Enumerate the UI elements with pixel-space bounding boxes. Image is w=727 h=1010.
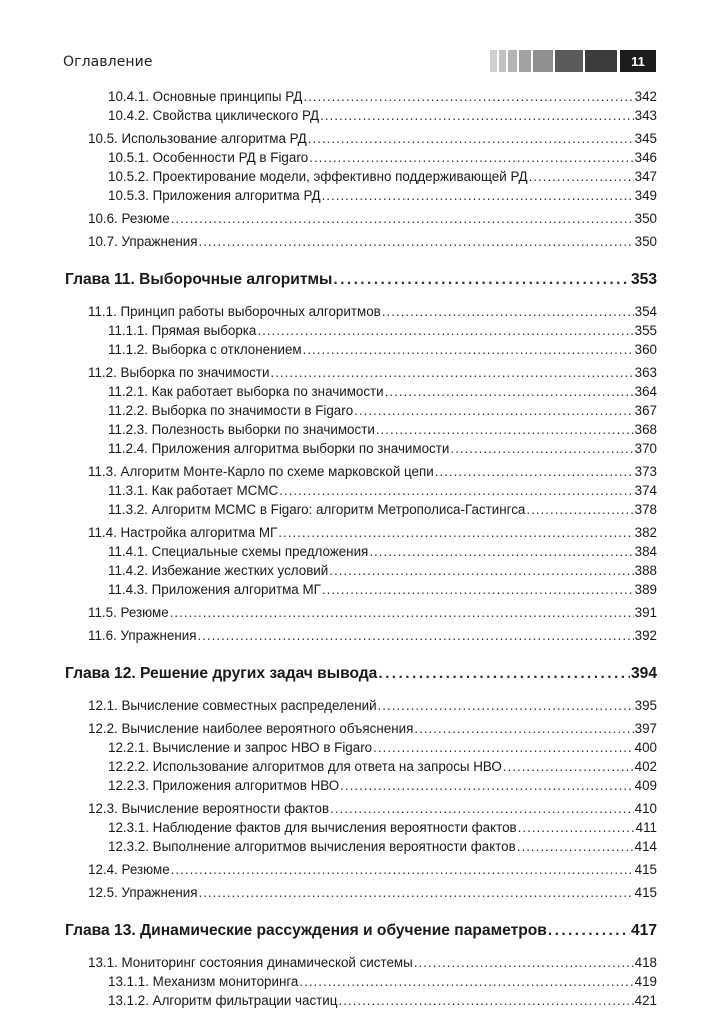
dot-leader [382, 302, 634, 321]
dot-leader [333, 268, 630, 292]
entry-page-number: 397 [634, 721, 657, 736]
spacer [65, 943, 657, 953]
section-tabs-decoration [488, 50, 656, 72]
dot-leader [414, 953, 634, 972]
entry-page-number: 343 [634, 108, 657, 123]
entry-page-number: 415 [634, 885, 657, 900]
toc-subsection-entry[interactable] [65, 991, 657, 1010]
spacer [65, 902, 657, 919]
entry-title: 11.2.1. Как работает выборка по значимости [108, 384, 384, 399]
gradient-block [555, 50, 583, 72]
toc-section-entry[interactable] [65, 719, 657, 738]
entry-page-number: 355 [634, 323, 657, 338]
dot-leader [270, 363, 633, 382]
entry-title: 10.4.1. Основные принципы РД [108, 89, 303, 104]
toc-subsection-entry[interactable] [65, 500, 657, 519]
entry-page-number: 353 [630, 271, 657, 288]
entry-title: 11.4.2. Избежание жестких условий [108, 563, 329, 578]
entry-page-number: 373 [634, 464, 657, 479]
dot-leader [385, 382, 634, 401]
entry-page-number: 342 [634, 89, 657, 104]
dot-leader [303, 340, 634, 359]
dot-leader [378, 662, 630, 686]
entry-page-number: 411 [635, 820, 657, 835]
entry-page-number: 388 [634, 563, 657, 578]
entry-title: 12.2.2. Использование алгоритмов для ответа на запросы НВО [108, 759, 502, 774]
dot-leader [529, 167, 634, 186]
toc-section-entry[interactable] [65, 626, 657, 645]
entry-title: 10.5. Использование алгоритма РД [88, 131, 307, 146]
dot-leader [171, 860, 634, 879]
dot-leader [279, 481, 634, 500]
dot-leader [322, 580, 634, 599]
entry-title: 10.5.1. Особенности РД в Figaro [108, 150, 309, 165]
dot-leader [278, 523, 633, 542]
gradient-block [585, 50, 617, 72]
gradient-block [519, 50, 531, 72]
toc-chapter-entry[interactable] [65, 662, 657, 686]
entry-title: 11.2. Выборка по значимости [88, 365, 270, 380]
toc-subsection-entry[interactable] [65, 561, 657, 580]
dot-leader [322, 186, 634, 205]
entry-page-number: 410 [634, 801, 657, 816]
entry-page-number: 409 [634, 778, 657, 793]
dot-leader [198, 232, 633, 251]
toc-subsection-entry[interactable] [65, 420, 657, 439]
toc-section-entry[interactable] [65, 209, 657, 228]
entry-title: 11.2.4. Приложения алгоритма выборки по значимости [108, 441, 450, 456]
toc-subsection-entry[interactable] [65, 87, 657, 106]
entry-title: 12.2. Вычисление наиболее вероятного объяснения [88, 721, 414, 736]
dot-leader [414, 719, 633, 738]
entry-page-number: 370 [634, 441, 657, 456]
dot-leader [308, 129, 634, 148]
entry-page-number: 350 [634, 211, 657, 226]
toc-section-entry[interactable] [65, 129, 657, 148]
toc-section-entry[interactable] [65, 696, 657, 715]
entry-page-number: 364 [634, 384, 657, 399]
toc-subsection-entry[interactable] [65, 382, 657, 401]
dot-leader [518, 818, 635, 837]
gradient-block [499, 50, 506, 72]
entry-page-number: 421 [634, 993, 657, 1008]
entry-page-number: 367 [634, 403, 657, 418]
dot-leader [450, 439, 633, 458]
toc-subsection-entry[interactable] [65, 972, 657, 991]
toc-chapter-entry[interactable] [65, 919, 657, 943]
entry-page-number: 384 [634, 544, 657, 559]
toc-subsection-entry[interactable] [65, 321, 657, 340]
dot-leader [376, 420, 634, 439]
entry-title: 10.6. Резюме [88, 211, 170, 226]
dot-leader [320, 106, 634, 125]
dot-leader [378, 696, 634, 715]
entry-page-number: 382 [634, 525, 657, 540]
spacer [65, 645, 657, 662]
entry-title: 11.1.2. Выборка с отклонением [108, 342, 302, 357]
spacer [65, 686, 657, 696]
entry-title: 12.2.3. Приложения алгоритмов НВО [108, 778, 340, 793]
dot-leader [548, 919, 630, 943]
entry-title: 12.5. Упражнения [88, 885, 198, 900]
gradient-block [533, 50, 553, 72]
entry-page-number: 345 [634, 131, 657, 146]
running-header-title: Оглавление [63, 54, 153, 70]
entry-title: 10.5.2. Проектирование модели, эффективно поддерживающей РД [108, 169, 528, 184]
entry-title: Глава 12. Решение других задач вывода [65, 665, 378, 682]
toc-subsection-entry[interactable] [65, 738, 657, 757]
entry-title: 12.3.2. Выполнение алгоритмов вычисления вероятности фактов [108, 839, 516, 854]
toc-subsection-entry[interactable] [65, 542, 657, 561]
toc-subsection-entry[interactable] [65, 580, 657, 599]
spacer [65, 251, 657, 268]
table-of-contents [65, 87, 657, 1010]
gradient-blocks [488, 50, 617, 72]
toc-subsection-entry[interactable] [65, 167, 657, 186]
entry-title: 11.5. Резюме [88, 605, 169, 620]
toc-section-entry[interactable] [65, 883, 657, 902]
entry-title: 12.3.1. Наблюдение фактов для вычисления вероятности фактов [108, 820, 517, 835]
toc-subsection-entry[interactable] [65, 776, 657, 795]
dot-leader [257, 321, 633, 340]
dot-leader [354, 401, 634, 420]
entry-title: Глава 11. Выборочные алгоритмы [65, 271, 333, 288]
entry-page-number: 392 [634, 628, 657, 643]
entry-page-number: 349 [634, 188, 657, 203]
toc-subsection-entry[interactable] [65, 148, 657, 167]
entry-title: 11.4.1. Специальные схемы предложения [108, 544, 369, 559]
running-header [63, 50, 656, 74]
entry-title: 11.4.3. Приложения алгоритма МГ [108, 582, 321, 597]
dot-leader [330, 799, 634, 818]
dot-leader [435, 462, 634, 481]
dot-leader [303, 87, 633, 106]
dot-leader [369, 542, 633, 561]
toc-section-entry[interactable] [65, 523, 657, 542]
dot-leader [373, 738, 634, 757]
entry-title: 11.1.1. Прямая выборка [108, 323, 257, 338]
toc-chapter-entry[interactable] [65, 268, 657, 292]
entry-page-number: 402 [634, 759, 657, 774]
entry-title: 12.3. Вычисление вероятности фактов [88, 801, 330, 816]
entry-title: 11.3.2. Алгоритм MCMC в Figaro: алгоритм Метрополиса-Гастингса [108, 502, 526, 517]
entry-title: 10.7. Упражнения [88, 234, 198, 249]
toc-subsection-entry[interactable] [65, 401, 657, 420]
dot-leader [517, 837, 634, 856]
dot-leader [197, 626, 633, 645]
entry-page-number: 350 [634, 234, 657, 249]
toc-section-entry[interactable] [65, 462, 657, 481]
toc-subsection-entry[interactable] [65, 186, 657, 205]
entry-title: 10.5.3. Приложения алгоритма РД [108, 188, 321, 203]
toc-section-entry[interactable] [65, 860, 657, 879]
toc-subsection-entry[interactable] [65, 106, 657, 125]
toc-section-entry[interactable] [65, 603, 657, 622]
dot-leader [526, 500, 633, 519]
entry-title: 11.2.3. Полезность выборки по значимости [108, 422, 375, 437]
entry-page-number: 374 [634, 483, 657, 498]
entry-title: 13.1. Мониторинг состояния динамической системы [88, 955, 413, 970]
entry-title: 10.4.2. Свойства циклического РД [108, 108, 320, 123]
entry-page-number: 414 [634, 839, 657, 854]
entry-page-number: 415 [634, 862, 657, 877]
entry-page-number: 395 [634, 698, 657, 713]
gradient-block [490, 50, 497, 72]
entry-page-number: 360 [634, 342, 657, 357]
spacer [65, 292, 657, 302]
entry-title: 12.2.1. Вычисление и запрос НВО в Figaro [108, 740, 373, 755]
dot-leader [299, 972, 633, 991]
dot-leader [340, 776, 634, 795]
entry-title: 11.1. Принцип работы выборочных алгоритмов [88, 304, 381, 319]
entry-page-number: 368 [634, 422, 657, 437]
entry-page-number: 400 [634, 740, 657, 755]
entry-title: 12.1. Вычисление совместных распределений [88, 698, 377, 713]
toc-section-entry[interactable] [65, 302, 657, 321]
entry-title: 12.4. Резюме [88, 862, 170, 877]
toc-subsection-entry[interactable] [65, 439, 657, 458]
entry-page-number: 419 [634, 974, 657, 989]
dot-leader [503, 757, 634, 776]
entry-page-number: 417 [630, 922, 657, 939]
entry-page-number: 391 [634, 605, 657, 620]
entry-page-number: 378 [634, 502, 657, 517]
entry-title: 11.2.2. Выборка по значимости в Figaro [108, 403, 354, 418]
entry-page-number: 418 [634, 955, 657, 970]
entry-title: 13.1.1. Механизм мониторинга [108, 974, 299, 989]
toc-section-entry[interactable] [65, 363, 657, 382]
toc-subsection-entry[interactable] [65, 818, 657, 837]
entry-title: 11.4. Настройка алгоритма МГ [88, 525, 278, 540]
dot-leader [329, 561, 633, 580]
gradient-block [508, 50, 517, 72]
toc-section-entry[interactable] [65, 232, 657, 251]
entry-page-number: 389 [634, 582, 657, 597]
dot-leader [171, 209, 634, 228]
entry-title: 11.6. Упражнения [88, 628, 197, 643]
entry-title: 11.3. Алгоритм Монте-Карло по схеме марковской цепи [88, 464, 434, 479]
dot-leader [170, 603, 634, 622]
toc-subsection-entry[interactable] [65, 837, 657, 856]
entry-title: 13.1.2. Алгоритм фильтрации частиц [108, 993, 338, 1008]
page-number-badge: 11 [620, 50, 656, 72]
entry-page-number: 346 [634, 150, 657, 165]
entry-page-number: 394 [630, 665, 657, 682]
toc-subsection-entry[interactable] [65, 481, 657, 500]
entry-title: Глава 13. Динамические рассуждения и обучение параметров [65, 922, 547, 939]
entry-page-number: 347 [634, 169, 657, 184]
toc-section-entry[interactable] [65, 953, 657, 972]
entry-page-number: 363 [634, 365, 657, 380]
toc-subsection-entry[interactable] [65, 757, 657, 776]
entry-title: 11.3.1. Как работает MCMC [108, 483, 279, 498]
dot-leader [309, 148, 633, 167]
toc-subsection-entry[interactable] [65, 340, 657, 359]
dot-leader [198, 883, 633, 902]
dot-leader [338, 991, 633, 1010]
entry-page-number: 354 [634, 304, 657, 319]
toc-section-entry[interactable] [65, 799, 657, 818]
